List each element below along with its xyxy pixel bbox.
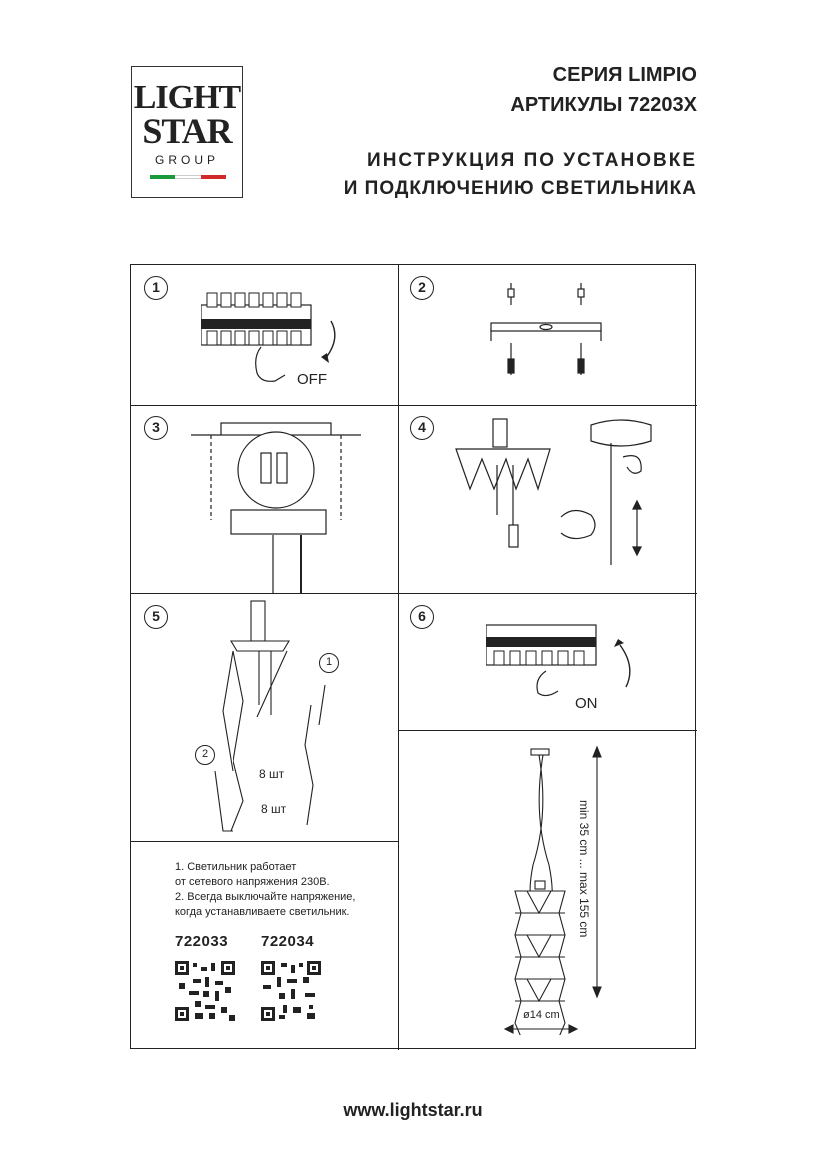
step-4-number: 4 [410,416,434,440]
note-line-1: 1. Светильник работает [175,861,297,873]
grid-divider-vertical [398,265,399,1050]
note-line-2: от сетевого напряжения 230В. [175,876,330,888]
note-line-3: 2. Всегда выключайте напряжение, [175,891,356,903]
article-number-1: 722033 [175,933,229,950]
articles-title: АРТИКУЛЫ 72203X [510,94,697,116]
grid-divider [131,593,697,594]
mounting-bracket-illustration [481,283,611,393]
logo-text-star: STAR [142,111,232,151]
article-number-2: 722034 [261,933,315,950]
step-5-number: 5 [144,605,168,629]
height-dimension-label [577,800,607,1000]
qr-code-icon [175,961,235,1021]
instruction-grid [130,264,696,1049]
footer-website[interactable]: www.lightstar.ru [343,1100,483,1120]
step-6-on-label: ON [575,695,598,712]
logo-text-group: GROUP [154,153,219,167]
circuit-breaker-on-illustration [486,617,636,707]
series-title: СЕРИЯ LIMPIO [552,64,697,86]
step-3-number: 3 [144,416,168,440]
step-5-substep-2: 2 [195,745,215,765]
italian-flag-stripe [150,175,226,179]
note-line-4: когда устанавливаете светильник. [175,906,350,918]
step-1-off-label: OFF [297,371,327,388]
logo-text-light: LIGHT [133,79,241,116]
qr-code-icon [261,961,321,1021]
brand-logo [131,66,243,198]
cable-adjustment-illustration [451,405,681,591]
step-5-quantity-1: 8 шт [259,767,285,781]
crystal-assembly-illustration [201,595,391,840]
wiring-connection-illustration [181,415,371,593]
instruction-title-line1: ИНСТРУКЦИЯ ПО УСТАНОВКЕ [367,150,697,171]
step-5-quantity-2: 8 шт [261,802,287,816]
grid-divider [398,730,697,731]
instruction-title-line2: И ПОДКЛЮЧЕНИЮ СВЕТИЛЬНИКА [343,178,697,199]
step-1-number: 1 [144,276,168,300]
diameter-dimension-label: ø14 cm [523,1009,560,1021]
step-6-number: 6 [410,605,434,629]
height-dimension-text: min 35 cm ... max 155 cm [577,800,591,938]
safety-notes [175,860,355,920]
grid-divider [131,841,398,842]
step-5-substep-1: 1 [319,653,339,673]
step-2-number: 2 [410,276,434,300]
